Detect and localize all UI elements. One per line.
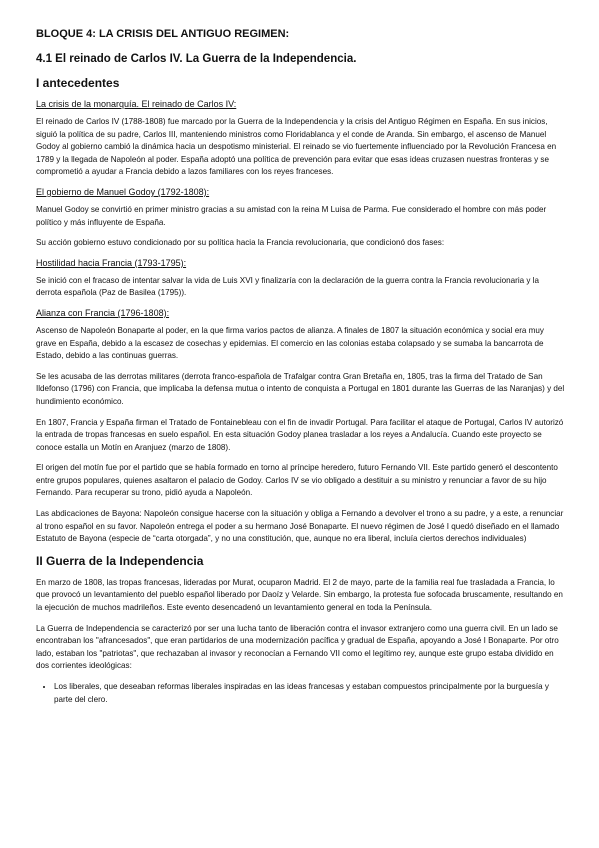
heading-antecedentes: I antecedentes [36,76,120,90]
paragraph: Las abdicaciones de Bayona: Napoleón consigue hacerse con la situación y obliga a Fernando a devolver el trono a su padre, y a este, a renunciar al trono español en su favor. Napoleón entrega el poder a su hermano José Bonaparte. El nuevo régimen de José I quedó diseñado en el llamado Estatuto de Bayona (especie de “carta otorgada”, y no una constitución, que, aunque no era liberal, incluía ciertos derechos individuales) [36,509,564,544]
paragraph: Se les acusaba de las derrotas militares (derrota franco-española de Trafalgar contra Gran Bretaña en, 1805, tras la firma del Tratado de San Ildefonso (1796) con Francia, que implicaba la defensa mutua o intento de conquista a Portugal en 1801 durante las Guerras de las Naranjas) y del hundimiento económico. [36,371,565,406]
subheading-gobierno-godoy: El gobierno de Manuel Godoy (1792-1808): [36,186,210,197]
subheading-alianza-francia: Alianza con Francia (1796-1808): [36,307,170,318]
document-page [36,28,566,706]
document-title: BLOQUE 4: LA CRISIS DEL ANTIGUO REGIMEN: [36,28,290,40]
paragraph: Se inició con el fracaso de intentar salvar la vida de Luis XVI y finalizaría con la declaración de la guerra contra la Francia revolucionaria y la derrota española (Paz de Basilea (1795)). [36,275,539,298]
paragraph: El reinado de Carlos IV (1788-1808) fue marcado por la Guerra de la Independencia y la crisis del Antiguo Régimen en España. En sus inicios, siguió la política de su padre, Carlos III, manteniendo ministros como Floridablanca y el conde de Aranda. Sin embargo, el ascenso de Manuel Godoy al gobierno cambió la dinámica hacia un despotismo ministerial. El reinado se vio fuertemente influenciado por la Revolución Francesa en 1789 y la llegada de Napoleón al poder. España adoptó una política de prevención para evitar que esas ideas cruzasen nuestras fronteras y se comprometió a ayudar a Francia debido a lazos familiares con los reyes franceses. [36,117,557,177]
paragraph: Manuel Godoy se convirtió en primer ministro gracias a su amistad con la reina M Luisa de Parma. Fue considerado el hombre con más poder político y más influyente de España. [36,204,547,227]
paragraph: El origen del motín fue por el partido que se había formado en torno al príncipe heredero, futuro Fernando VII. Este partido generó el descontento entre grupos populares, quienes asaltaron el palacio de Godoy. Carlos IV se vio obligado a destituir a su ministro y renunciar a favor de su hijo Fernando. Para recuperar su trono, pidió ayuda a Napoleón. [36,463,558,498]
paragraph: En 1807, Francia y España firman el Tratado de Fontainebleau con el fin de invadir Portugal. Para facilitar el ataque de Portugal, Carlos IV autorizó la entrada de tropas francesas en suelo español. En esta situación Godoy planea trasladar a los reyes a Andalucía. Cuando este proyecto se conoce estalla un Motín en Aranjuez (marzo de 1808). [36,417,564,452]
paragraph: La Guerra de Independencia se caracterizó por ser una lucha tanto de liberación contra el invasor extranjero como una guerra civil. En un lado se encontraban los "afrancesados", que eran partidarios de una modernización pacífica y gradual de España, apoyando a José I Bonaparte. Por otro lado, estaban los "patriotas", que rechazaban al invasor y reconocían a Fernando VII como el legítimo rey, aunque este grupo estaba dividido en dos corrientes ideológicas: [36,623,559,671]
subheading-hostilidad-francia: Hostilidad hacia Francia (1793-1795): [36,257,187,268]
list-item: • Los liberales, que deseaban reformas liberales inspiradas en las ideas francesas y estaban compuestos principalmente por la burguesía y parte del clero. [54,681,566,706]
paragraph: En marzo de 1808, las tropas francesas, lideradas por Murat, ocuparon Madrid. El 2 de mayo, parte de la familia real fue trasladada a Francia, lo que provocó un levantamiento del pueblo español liberado por Daoíz y Velarde. Sin embargo, la protesta fue sofocada bruscamente, resultando en la ejecución de muchos madrileños. Este evento desencadenó un levantamiento general en toda la Península. [36,577,563,613]
heading-guerra-independencia: II Guerra de la Independencia [36,553,204,568]
subheading-crisis-monarquia: La crisis de la monarquía. El reinado de Carlos IV: [36,99,237,109]
paragraph: Ascenso de Napoleón Bonaparte al poder, en la que firma varios pactos de alianza. A finales de 1807 la situación económica y social era muy grave en España, debido a la escasez de cosechas y epidemias. El comercio en las colonias estaba colapsado y se sumaba la bancarrota de Estado, debido a las continuas guerras. [36,325,544,361]
paragraph: Su acción gobierno estuvo condicionado por su política hacia la Francia revolucionaria, que condicionó dos fases: [36,238,445,248]
bullet-list [36,681,566,706]
section-title: 4.1 El reinado de Carlos IV. La Guerra de la Independencia. [36,53,357,65]
